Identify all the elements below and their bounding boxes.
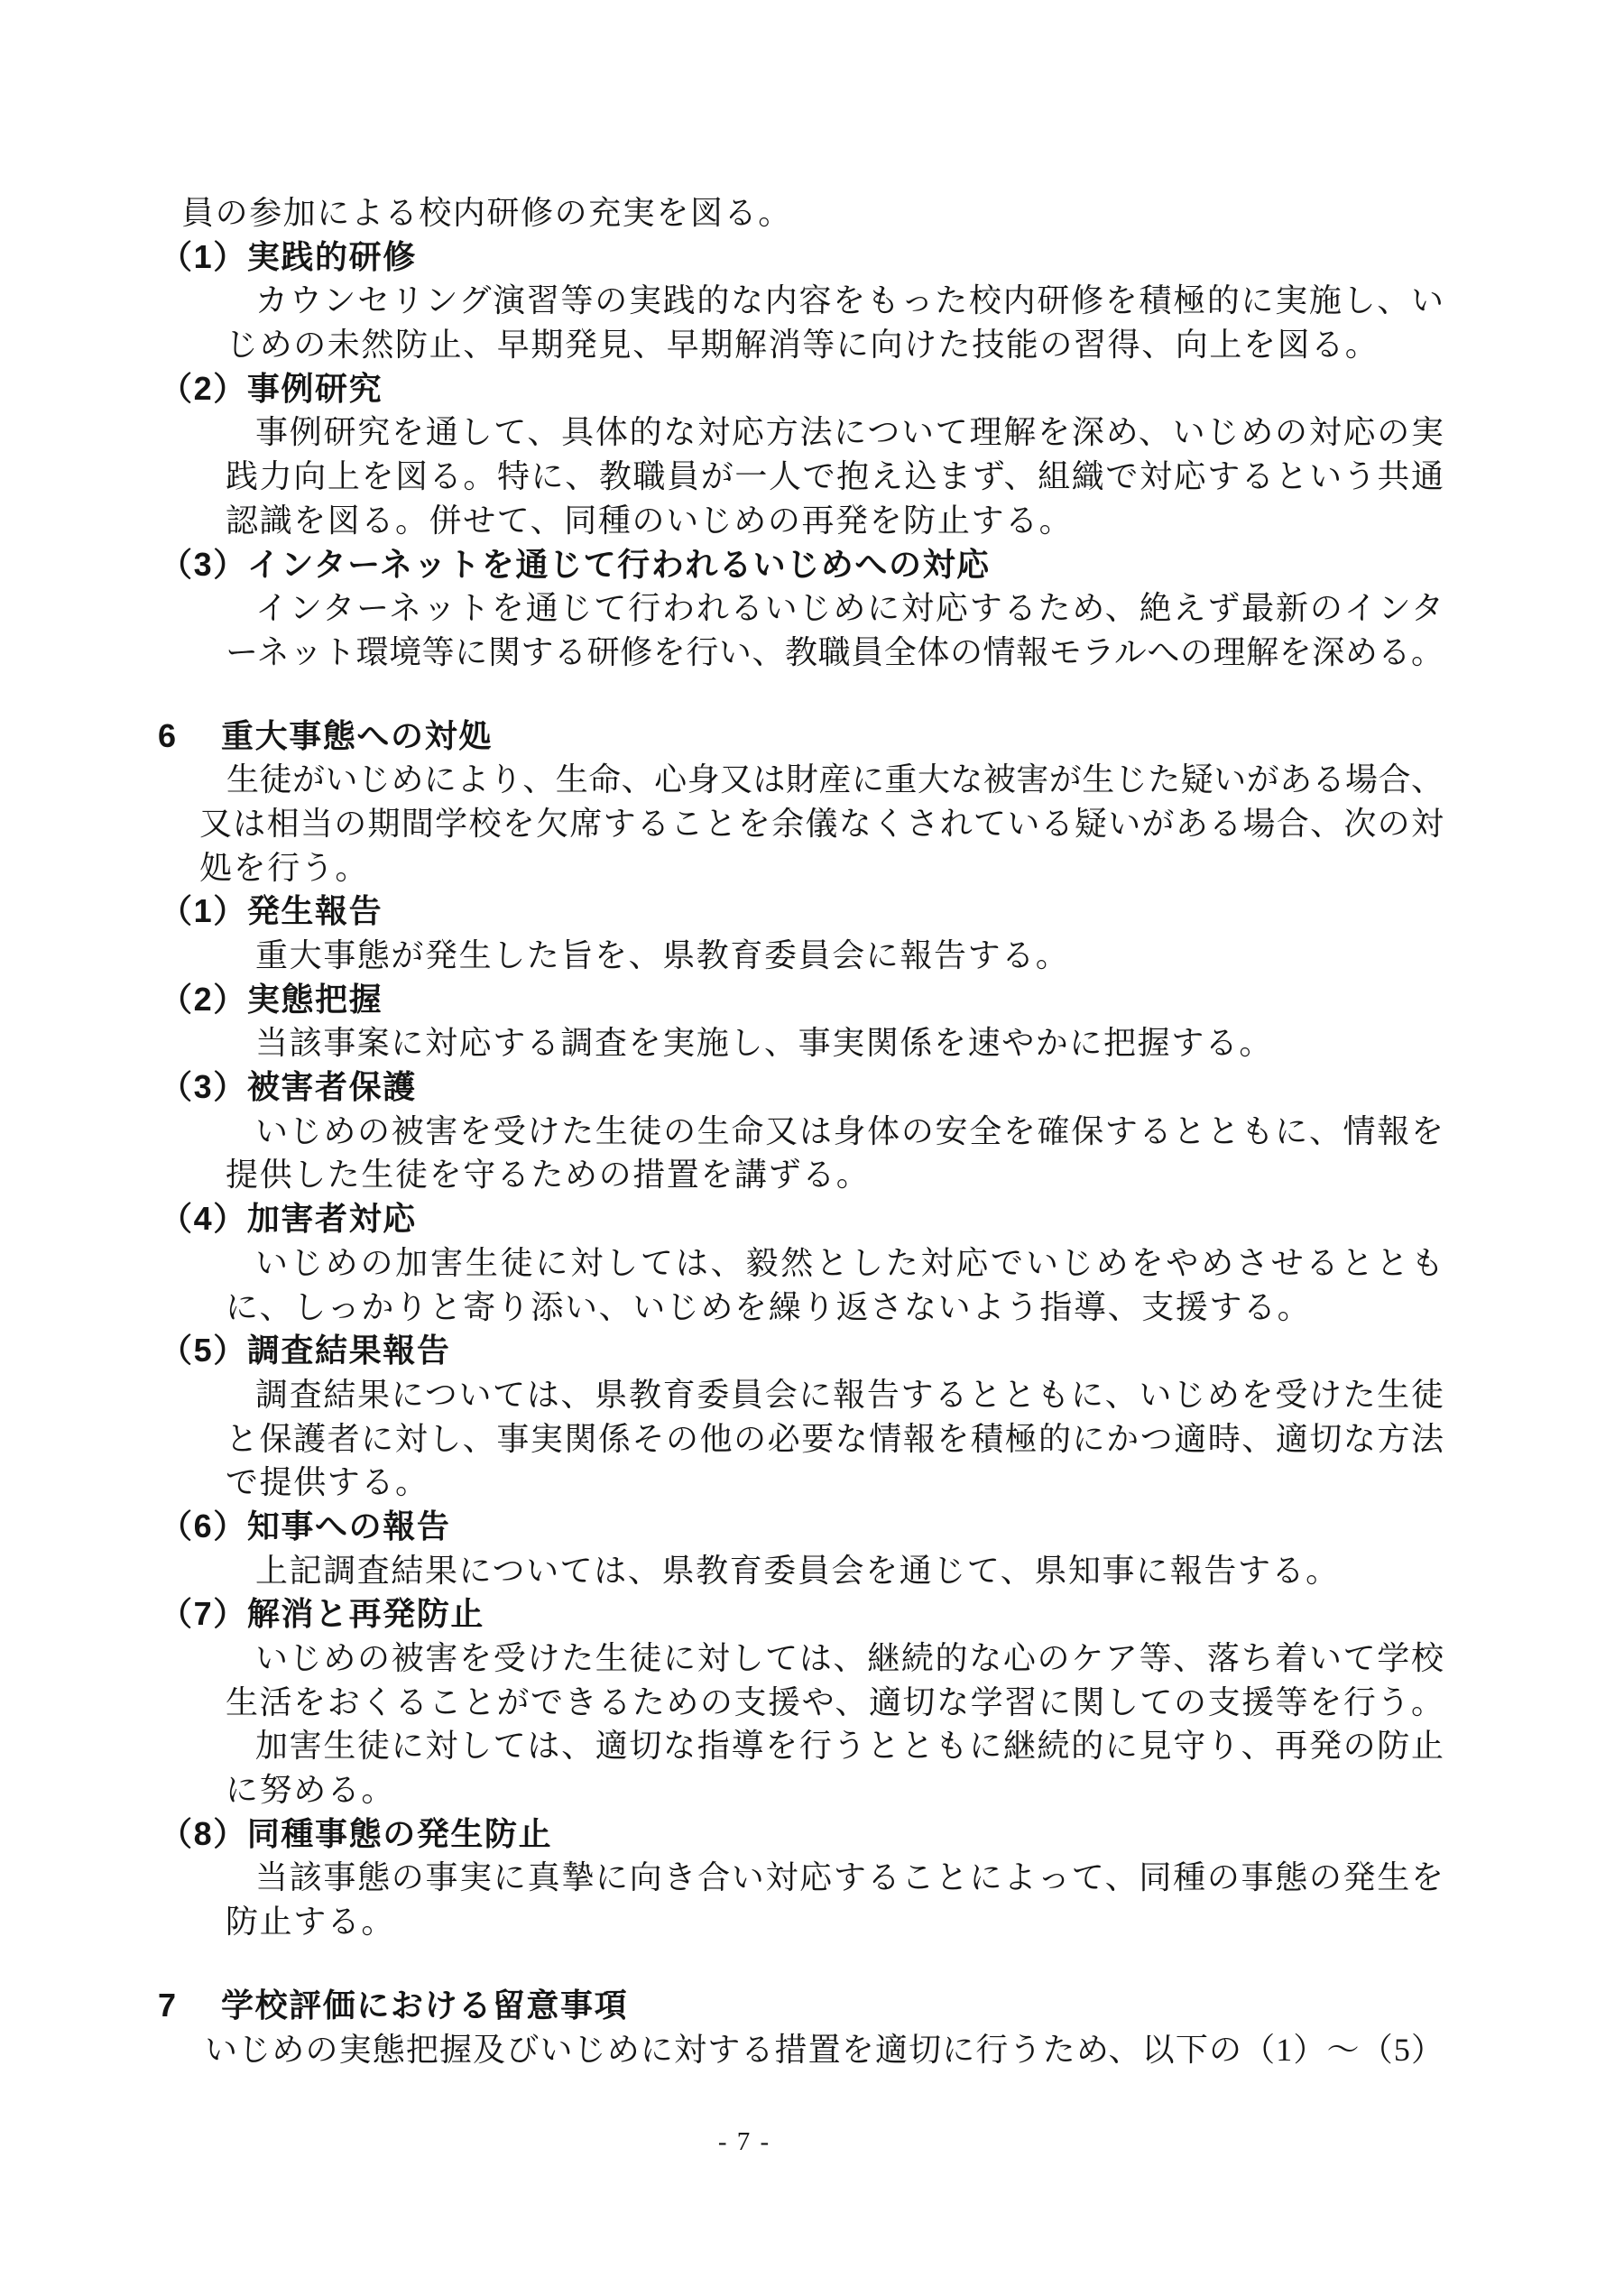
text-line: じめの未然防止、早期発見、早期解消等に向けた技能の習得、向上を図る。 bbox=[226, 327, 1379, 364]
text-line: に、しっかりと寄り添い、いじめを繰り返さないよう指導、支援する。 bbox=[226, 1288, 1312, 1325]
item-heading: （3）インターネットを通じて行われるいじめへの対応 bbox=[160, 545, 991, 583]
text-line: いじめの被害を受けた生徒の生命又は身体の安全を確保するとともに、情報を bbox=[255, 1112, 1444, 1149]
section-title: 重大事態への対処 bbox=[221, 716, 493, 754]
text-line: 事例研究を通して、具体的な対応方法について理解を深め、いじめの対応の実 bbox=[255, 414, 1444, 451]
text-line: 生徒がいじめにより、生命、心身又は財産に重大な被害が生じた疑いがある場合、 bbox=[226, 761, 1444, 798]
text-line: いじめの実態把握及びいじめに対する措置を適切に行うため、以下の（1）～（5） bbox=[205, 2031, 1444, 2068]
text-line: と保護者に対し、事実関係その他の必要な情報を積極的にかつ適時、適切な方法 bbox=[226, 1420, 1444, 1457]
item-heading: （7）解消と再発防止 bbox=[160, 1595, 485, 1633]
blank-gap bbox=[0, 1944, 1624, 1984]
section-heading bbox=[0, 1984, 1624, 2028]
text-line: いじめの被害を受けた生徒に対しては、継続的な心のケア等、落ち着いて学校 bbox=[255, 1640, 1444, 1676]
section-number: 7 bbox=[158, 1986, 177, 2024]
page-number: - 7 - bbox=[717, 2127, 771, 2157]
text-line: 当該事態の事実に真摯に向き合い対応することによって、同種の事態の発生を bbox=[255, 1859, 1444, 1896]
text-line: 加害生徒に対しては、適切な指導を行うとともに継続的に見守り、再発の防止 bbox=[255, 1728, 1444, 1765]
text-line: に努める。 bbox=[226, 1772, 396, 1809]
item-heading: （1）実践的研修 bbox=[160, 237, 417, 275]
text-line: カウンセリング演習等の実践的な内容をもった校内研修を積極的に実施し、い bbox=[255, 282, 1444, 319]
text-line: 践力向上を図る。特に、教職員が一人で抱え込まず、組織で対応するという共通 bbox=[226, 458, 1444, 495]
item-heading: （5）調査結果報告 bbox=[160, 1332, 451, 1369]
text-line: 又は相当の期間学校を欠席することを余儀なくされている疑いがある場合、次の対 bbox=[199, 805, 1444, 842]
section-heading bbox=[0, 715, 1624, 759]
text-line: 処を行う。 bbox=[199, 849, 370, 886]
item-heading: （4）加害者対応 bbox=[160, 1200, 417, 1238]
text-line: 生活をおくることができるための支援や、適切な学習に関しての支援等を行う。 bbox=[226, 1683, 1444, 1720]
text-line: 上記調査結果については、県教育委員会を通じて、県知事に報告する。 bbox=[255, 1552, 1340, 1589]
text-line: 当該事案に対応する調査を実施し、事実関係を速やかに把握する。 bbox=[255, 1025, 1274, 1062]
text-line: インターネットを通じて行われるいじめに対応するため、絶えず最新のインタ bbox=[255, 590, 1444, 627]
item-heading: （6）知事への報告 bbox=[160, 1507, 451, 1544]
item-heading: （2）実態把握 bbox=[160, 980, 383, 1018]
text-line: 調査結果については、県教育委員会に報告するとともに、いじめを受けた生徒 bbox=[255, 1376, 1444, 1413]
text-line: 防止する。 bbox=[226, 1904, 396, 1941]
item-heading: （3）被害者保護 bbox=[160, 1068, 417, 1106]
text-line: で提供する。 bbox=[226, 1464, 429, 1501]
blank-gap bbox=[0, 675, 1624, 715]
text-line: 提供した生徒を守るための措置を講ずる。 bbox=[226, 1157, 871, 1194]
text-line: ーネット環境等に関する研修を行い、教職員全体の情報モラルへの理解を深める。 bbox=[226, 633, 1444, 670]
section-number: 6 bbox=[158, 716, 177, 754]
text-line: 認識を図る。併せて、同種のいじめの再発を防止する。 bbox=[226, 502, 1074, 539]
text-line: 重大事態が発生した旨を、県教育委員会に報告する。 bbox=[255, 937, 1070, 973]
item-heading: （8）同種事態の発生防止 bbox=[160, 1814, 553, 1852]
item-heading: （1）発生報告 bbox=[160, 892, 383, 930]
section-title: 学校評価における留意事項 bbox=[221, 1986, 629, 2024]
text-line: 員の参加による校内研修の充実を図る。 bbox=[181, 195, 792, 231]
item-heading: （2）事例研究 bbox=[160, 369, 383, 407]
text-line: いじめの加害生徒に対しては、毅然とした対応でいじめをやめさせるととも bbox=[255, 1244, 1444, 1281]
